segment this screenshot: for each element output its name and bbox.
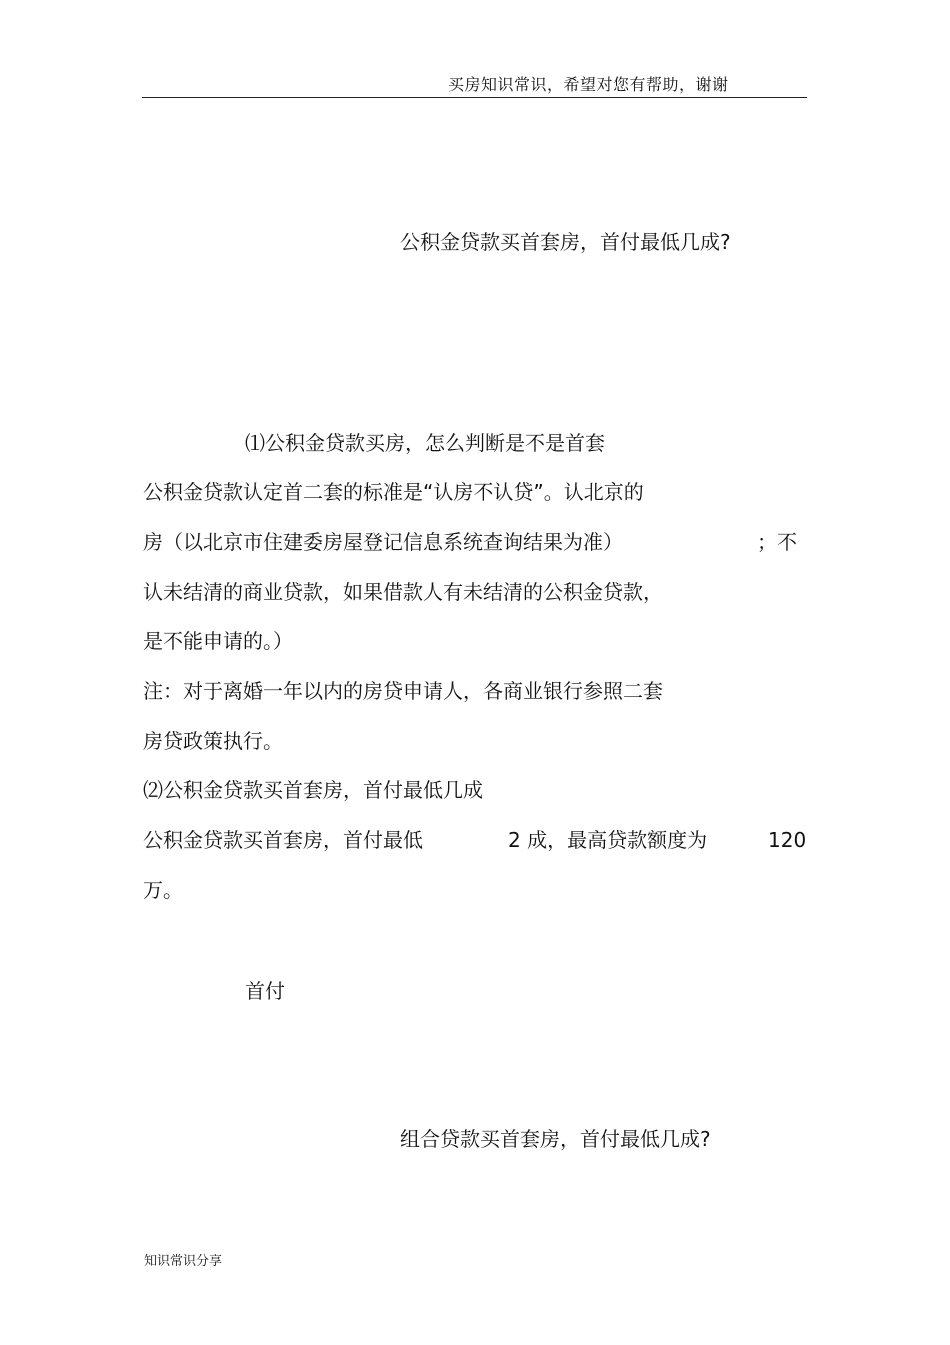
section1-line-3: 认未结清的商业贷款，如果借款人有未结清的公积金贷款， [143,580,663,604]
shoufu-label: 首付 [245,979,285,1003]
note-line-1: 注：对于离婚一年以内的房贷申请人，各商业银行参照二套 [143,679,663,703]
section2-line-part1: 公积金贷款买首套房，首付最低 [143,828,423,852]
running-footer: 知识常识分享 [144,1254,223,1269]
section2-line-part2: 2 成，最高贷款额度为 [508,828,708,852]
section1-line-2-tail: ；不 [757,530,797,554]
section1-heading: ⑴公积金贷款买房，怎么判断是不是首套 [245,431,605,455]
header-divider [142,97,807,98]
note-line-2: 房贷政策执行。 [143,729,283,753]
document-title: 公积金贷款买首套房，首付最低几成? [400,230,731,254]
section2-heading: ⑵公积金贷款买首套房，首付最低几成 [143,778,483,802]
section1-line-4: 是不能申请的。） [143,629,293,653]
section2-line-end: 万。 [143,878,183,902]
section1-line-1: 公积金贷款认定首二套的标准是“认房不认贷”。认北京的 [143,480,644,504]
section1-line-2: 房（以北京市住建委房屋登记信息系统查询结果为准） [143,530,623,554]
document-subtitle: 组合贷款买首套房，首付最低几成? [400,1127,711,1151]
section2-line-part3: 120 [768,828,807,852]
running-header: 买房知识常识，希望对您有帮助，谢谢 [448,75,729,94]
